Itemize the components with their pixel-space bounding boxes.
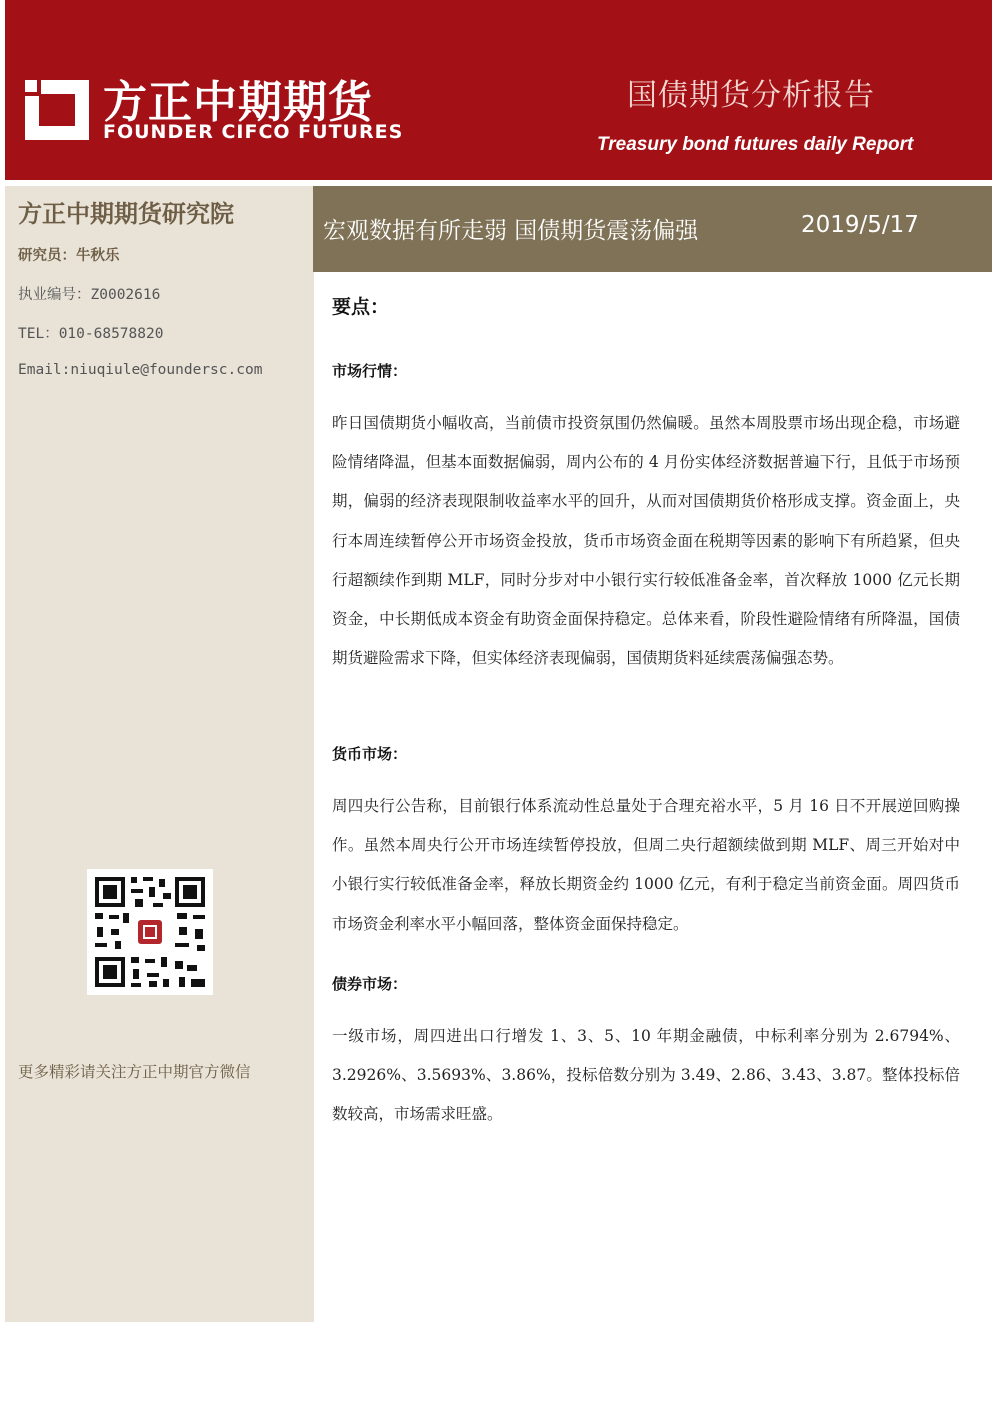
section-text-money: 周四央行公告称，目前银行体系流动性总量处于合理充裕水平，5 月 16 日不开展逆回购操作。虽然本周央行公开市场连续暂停投放，但周二央行超额续做到期 MLF、周三开始对中小银行实行较低准备金率，释放长期资金约 1000 亿元，有利于稳定当前资金面。周四货币市场资金利率水平小幅回落，整体资金面保持稳定。 [332,797,960,933]
key-points-title: 要点： [332,296,390,318]
section-heading-bond: 债券市场： [332,975,408,993]
report-title-cn: 国债期货分析报告 [627,78,875,113]
license-number: 执业编号：Z0002616 [18,287,161,303]
section-heading-money: 货币市场： [332,745,408,763]
brand-name-cn: 方正中期期货 [103,77,373,128]
institute-name: 方正中期期货研究院 [18,200,234,228]
section-text-bond: 一级市场，周四进出口行增发 1、3、5、10 年期金融债，中标利率分别为 2.6794%、3.2926%、3.5693%、3.86%，投标倍数分别为 3.49、2.86、3.43、3.87。整体投标倍数较高，市场需求旺盛。 [332,1027,960,1124]
brand-name-en: FOUNDER CIFCO FUTURES [103,121,404,143]
sidebar [5,186,314,1322]
researcher: 研究员：牛秋乐 [18,248,120,264]
follow-wechat-text: 更多精彩请关注方正中期官方微信 [18,1063,251,1081]
report-headline: 宏观数据有所走弱 国债期货震荡偏强 [323,218,699,244]
report-title-en: Treasury bond futures daily Report [597,134,914,155]
email-link[interactable]: Email:niuqiule@foundersc.com [18,362,263,378]
section-heading-market: 市场行情： [332,362,408,380]
title-bar [313,186,992,272]
header-banner [5,0,992,180]
founder-logo-icon [25,80,89,140]
section-text-market: 昨日国债期货小幅收高，当前债市投资氛围仍然偏暖。虽然本周股票市场出现企稳，市场避险情绪降温，但基本面数据偏弱，周内公布的 4 月份实体经济数据普遍下行，且低于市场预期，偏弱的经济表现限制收益率水平的回升，从而对国债期货价格形成支撑。资金面上，央行本周连续暂停公开市场资金投放，货币市场资金面在税期等因素的影响下有所趋紧，但央行超额续作到期 MLF，同时分步对中小银行实行较低准备金率，首次释放 1000 亿元长期资金，中长期低成本资金有助资金面保持稳定。总体来看，阶段性避险情绪有所降温，国债期货避险需求下降，但实体经济表现偏弱，国债期货料延续震荡偏强态势。 [332,414,960,668]
wechat-qr-code [87,869,213,995]
report-date: 2019/5/17 [801,212,919,238]
tel: TEL：010-68578820 [18,326,164,342]
